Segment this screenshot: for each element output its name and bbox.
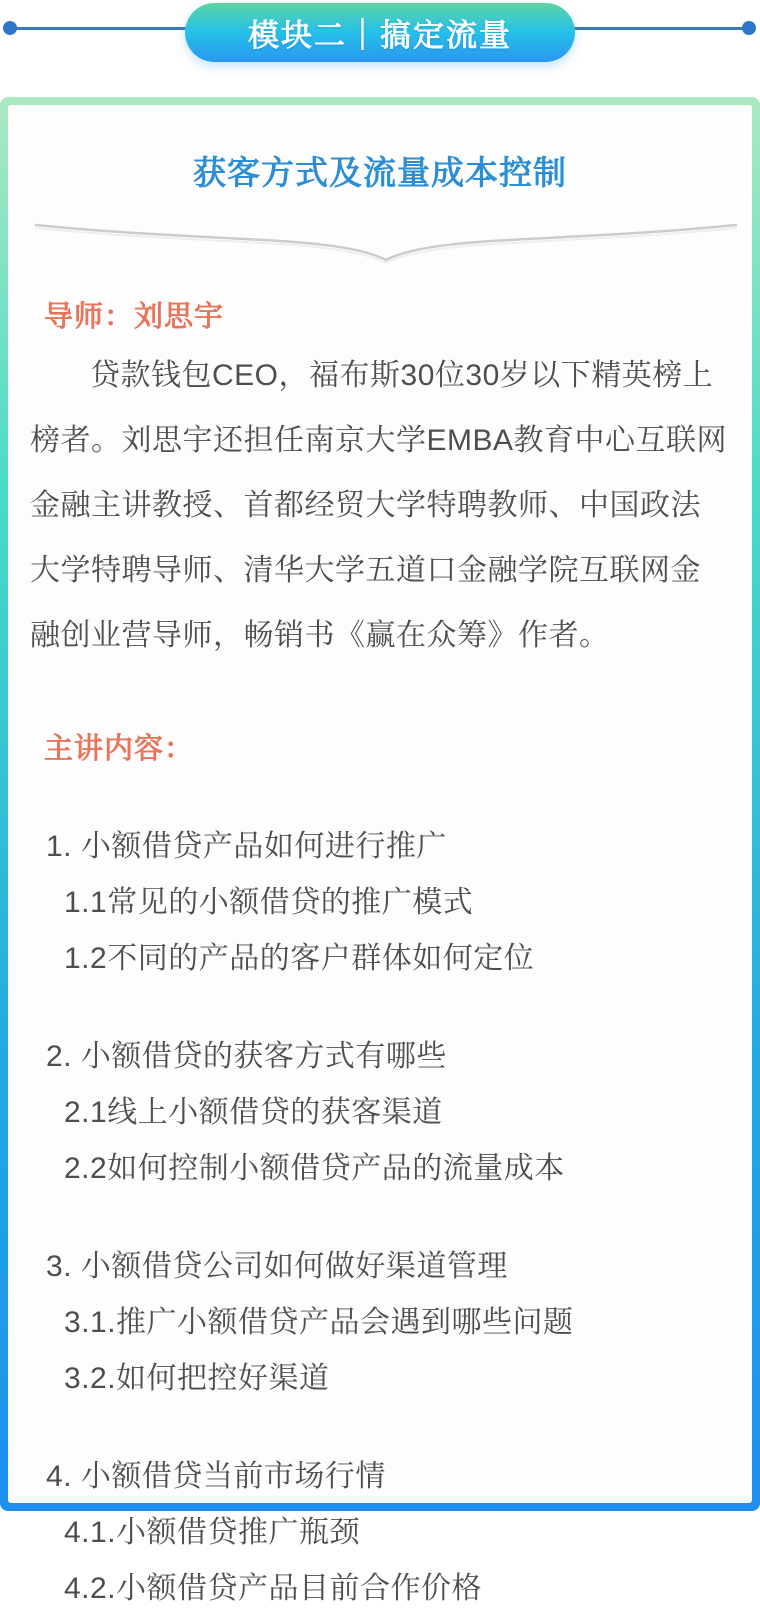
mentor-heading: 导师：刘思宇 xyxy=(44,301,225,333)
outline-subitem: 3.1.推广小额借贷产品会遇到哪些问题 xyxy=(64,1306,574,1339)
rule-left-dot xyxy=(3,21,17,35)
rule-right-dot xyxy=(742,21,756,35)
module-header xyxy=(0,0,760,97)
outline-group-2 xyxy=(30,1029,730,1197)
outline-item: 3. 小额借贷公司如何做好渠道管理 xyxy=(46,1250,508,1283)
course-title: 获客方式及流量成本控制 xyxy=(193,154,567,191)
outline-subitem: 1.2不同的产品的客户群体如何定位 xyxy=(64,942,535,975)
module-badge: 模块二｜搞定流量 xyxy=(185,3,575,62)
course-card-body xyxy=(8,105,752,1605)
outline-subitem: 2.2如何控制小额借贷产品的流量成本 xyxy=(64,1152,565,1185)
outline-item: 4. 小额借贷当前市场行情 xyxy=(46,1460,386,1493)
mentor-bio: 贷款钱包CEO，福布斯30位30岁以下精英榜上榜者。刘思宇还担任南京大学EMBA教育中心互联网金融主讲教授、首都经贸大学特聘教师、中国政法大学特聘导师、清华大学五道口金融学院互联网金融创业营导师，畅销书《赢在众筹》作者。 xyxy=(30,359,728,652)
course-card xyxy=(0,97,760,1605)
outline-item: 2. 小额借贷的获客方式有哪些 xyxy=(46,1040,447,1073)
swoosh-divider xyxy=(30,220,742,268)
outline-group-4 xyxy=(30,1449,730,1617)
outline-group-3 xyxy=(30,1239,730,1407)
outline-subitem: 4.1.小额借贷推广瓶颈 xyxy=(64,1516,361,1549)
content-heading: 主讲内容： xyxy=(44,733,195,765)
outline-subitem: 2.1线上小额借贷的获客渠道 xyxy=(64,1096,443,1129)
outline-subitem: 4.2.小额借贷产品目前合作价格 xyxy=(64,1572,483,1605)
outline-group-1 xyxy=(30,819,730,987)
outline-subitem: 1.1常见的小额借贷的推广模式 xyxy=(64,886,474,919)
outline-item: 1. 小额借贷产品如何进行推广 xyxy=(46,830,447,863)
outline-subitem: 3.2.如何把控好渠道 xyxy=(64,1362,330,1395)
course-outline xyxy=(30,819,730,1617)
